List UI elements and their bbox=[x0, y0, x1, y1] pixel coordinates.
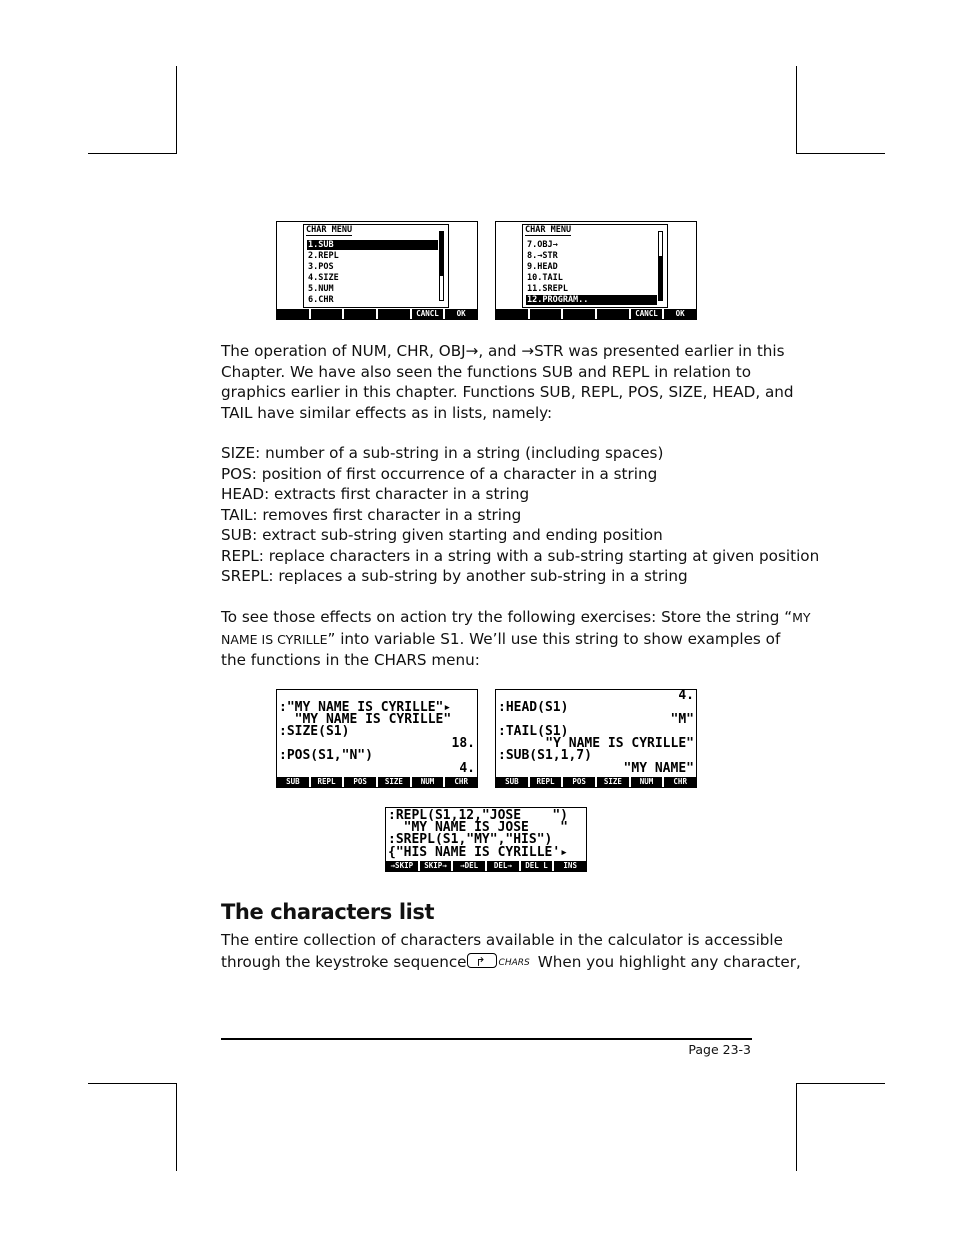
stack-line: :SREPL(S1,"MY","HIS") bbox=[388, 832, 553, 847]
stack-line: "MY NAME IS CYRILLE" bbox=[279, 712, 452, 727]
softkey-cancel[interactable]: CANCL bbox=[629, 309, 663, 319]
softkey-4[interactable] bbox=[595, 309, 629, 319]
softkey-size[interactable]: SIZE bbox=[376, 777, 410, 787]
crop-mark-tr-vertical bbox=[796, 66, 797, 154]
keystroke-sequence bbox=[467, 951, 538, 974]
softkey-3[interactable] bbox=[342, 309, 376, 319]
softkey-ins[interactable]: INS bbox=[552, 861, 586, 871]
menu-item[interactable]: 3.POS bbox=[308, 262, 334, 272]
softkey-num[interactable]: NUM bbox=[410, 777, 444, 787]
paragraph-line: TAIL have similar effects as in lists, namely: bbox=[221, 403, 553, 422]
scroll-thumb[interactable] bbox=[440, 232, 443, 276]
softkey-pos[interactable]: POS bbox=[342, 777, 376, 787]
softkey-skip-right[interactable]: SKIP→ bbox=[418, 861, 452, 871]
menu-title: CHAR MENU bbox=[525, 225, 572, 235]
definition-item: SUB: extract sub-string given starting and ending position bbox=[221, 526, 663, 544]
softkey-1[interactable] bbox=[496, 309, 528, 319]
menu-item[interactable]: 2.REPL bbox=[308, 251, 339, 261]
softkey-2[interactable] bbox=[309, 309, 343, 319]
paragraph-line: The entire collection of characters available in the calculator is accessible bbox=[221, 931, 783, 949]
menu-item[interactable]: 10.TAIL bbox=[527, 273, 563, 283]
chars-key-label: CHARS bbox=[498, 957, 530, 968]
softkey-skip-left[interactable]: →SKIP bbox=[390, 861, 414, 870]
stack-screen-repl-srepl bbox=[385, 807, 587, 872]
definition-item: SREPL: replaces a sub-string by another sub-string in a string bbox=[221, 567, 688, 585]
keystroke-text-after: When you highlight any character, bbox=[537, 952, 801, 971]
definition-item: SIZE: number of a sub-string in a string (including spaces) bbox=[221, 444, 664, 462]
softkey-sub[interactable]: SUB bbox=[286, 777, 300, 786]
definitions-list bbox=[221, 443, 820, 587]
definition-item: REPL: replace characters in a string with a sub-string starting at given position bbox=[221, 546, 820, 565]
softkey-chr[interactable]: CHR bbox=[443, 777, 477, 787]
paragraph-line: Chapter. We have also seen the functions SUB and REPL in relation to bbox=[221, 362, 751, 381]
intro-paragraph bbox=[221, 341, 794, 423]
footer-rule bbox=[221, 1038, 752, 1040]
softkey-size[interactable]: SIZE bbox=[595, 777, 629, 787]
stack-line: :SUB(S1,1,7) bbox=[498, 748, 592, 763]
menu-scrollbar[interactable] bbox=[439, 231, 444, 301]
char-menu-screen-1 bbox=[276, 221, 478, 320]
softkey-sub[interactable]: SUB bbox=[505, 777, 519, 786]
char-menu-screen-2 bbox=[495, 221, 697, 320]
stack-line: :"MY NAME IS CYRILLE"▸ bbox=[279, 700, 452, 715]
softkey-bar bbox=[277, 309, 477, 319]
section-heading: The characters list bbox=[221, 900, 435, 924]
crop-mark-bl-horizontal bbox=[88, 1083, 177, 1084]
stack-line: :HEAD(S1) bbox=[498, 700, 569, 715]
menu-item[interactable]: 12.PROGRAM.. bbox=[526, 295, 657, 305]
page-number: Page 23-3 bbox=[688, 1042, 751, 1057]
paragraph-line: NAME IS CYRILLE” into variable S1. We’ll use this string to show examples of bbox=[221, 629, 781, 648]
keystroke-text: through the keystroke sequence bbox=[221, 952, 467, 971]
menu-item[interactable]: 5.NUM bbox=[308, 284, 334, 294]
crop-mark-tr-horizontal bbox=[796, 153, 885, 154]
menu-list-box bbox=[303, 224, 449, 308]
softkey-del-line[interactable]: DEL L bbox=[519, 861, 553, 871]
softkey-4[interactable] bbox=[376, 309, 410, 319]
softkey-1[interactable] bbox=[277, 309, 309, 319]
softkey-num[interactable]: NUM bbox=[629, 777, 663, 787]
stack-line: "Y NAME IS CYRILLE" bbox=[545, 736, 694, 751]
right-shift-key-icon: ↱ bbox=[467, 953, 497, 968]
menu-scrollbar[interactable] bbox=[658, 231, 663, 301]
softkey-ok[interactable]: OK bbox=[443, 309, 477, 319]
softkey-bar bbox=[496, 777, 696, 787]
crop-mark-tl-horizontal bbox=[88, 153, 177, 154]
paragraph-line: the functions in the CHARS menu: bbox=[221, 651, 480, 669]
softkey-bar bbox=[496, 309, 696, 319]
softkey-repl[interactable]: REPL bbox=[528, 777, 562, 787]
stack-line: :POS(S1,"N") bbox=[279, 748, 373, 763]
menu-item[interactable]: 9.HEAD bbox=[527, 262, 558, 272]
menu-item[interactable]: 7.OBJ→ bbox=[527, 240, 558, 250]
paragraph-line: The operation of NUM, CHR, OBJ→, and →STR was presented earlier in this bbox=[221, 342, 785, 360]
scroll-thumb[interactable] bbox=[659, 256, 662, 300]
stack-line: 4. bbox=[678, 689, 694, 703]
menu-item[interactable]: 6.CHR bbox=[308, 295, 334, 305]
crop-mark-tl-vertical bbox=[176, 66, 177, 154]
crop-mark-bl-vertical bbox=[176, 1083, 177, 1171]
stack-line: {"HIS NAME IS CYRILLE'▸ bbox=[388, 845, 569, 860]
stack-line: "MY NAME IS JOSE " bbox=[388, 820, 569, 835]
softkey-repl[interactable]: REPL bbox=[309, 777, 343, 787]
stack-line: 18. bbox=[451, 736, 475, 751]
softkey-ok[interactable]: OK bbox=[662, 309, 696, 319]
softkey-bar bbox=[386, 861, 586, 871]
softkey-2[interactable] bbox=[528, 309, 562, 319]
menu-title: CHAR MENU bbox=[306, 225, 353, 235]
definition-item: TAIL: removes first character in a string bbox=[221, 505, 522, 524]
menu-item[interactable]: 8.→STR bbox=[527, 251, 558, 261]
crop-mark-br-horizontal bbox=[796, 1083, 885, 1084]
stack-screen-size-pos bbox=[276, 689, 478, 788]
stack-line: :REPL(S1,12,"JOSE ") bbox=[388, 808, 569, 823]
stack-line: "M" bbox=[670, 712, 694, 727]
menu-item[interactable]: 11.SREPL bbox=[527, 284, 568, 294]
exercise-paragraph bbox=[221, 607, 811, 671]
stack-screen-head-tail-sub bbox=[495, 689, 697, 788]
menu-list-box bbox=[522, 224, 668, 308]
paragraph-line: To see those effects on action try the following exercises: Store the string “MY bbox=[221, 608, 811, 626]
stack-line: :SIZE(S1) bbox=[279, 724, 350, 739]
definition-item: HEAD: extracts first character in a string bbox=[221, 485, 530, 503]
stack-line: :TAIL(S1) bbox=[498, 724, 569, 739]
softkey-3[interactable] bbox=[561, 309, 595, 319]
softkey-cancel[interactable]: CANCL bbox=[410, 309, 444, 319]
paragraph-line: graphics earlier in this chapter. Functions SUB, REPL, POS, SIZE, HEAD, and bbox=[221, 383, 794, 401]
softkey-bar bbox=[277, 777, 477, 787]
stack-line: 4. bbox=[459, 761, 475, 776]
softkey-pos[interactable]: POS bbox=[561, 777, 595, 787]
paragraph-line bbox=[221, 951, 801, 974]
chars-paragraph bbox=[221, 930, 801, 973]
softkey-del-right[interactable]: DEL→ bbox=[485, 861, 519, 871]
softkey-del-left[interactable]: →DEL bbox=[451, 861, 485, 871]
crop-mark-br-vertical bbox=[796, 1083, 797, 1171]
definition-item: POS: position of first occurrence of a character in a string bbox=[221, 464, 658, 483]
softkey-chr[interactable]: CHR bbox=[662, 777, 696, 787]
menu-item[interactable]: 4.SIZE bbox=[308, 273, 339, 283]
menu-item[interactable]: 1.SUB bbox=[307, 240, 438, 250]
stack-line: "MY NAME" bbox=[623, 761, 694, 776]
